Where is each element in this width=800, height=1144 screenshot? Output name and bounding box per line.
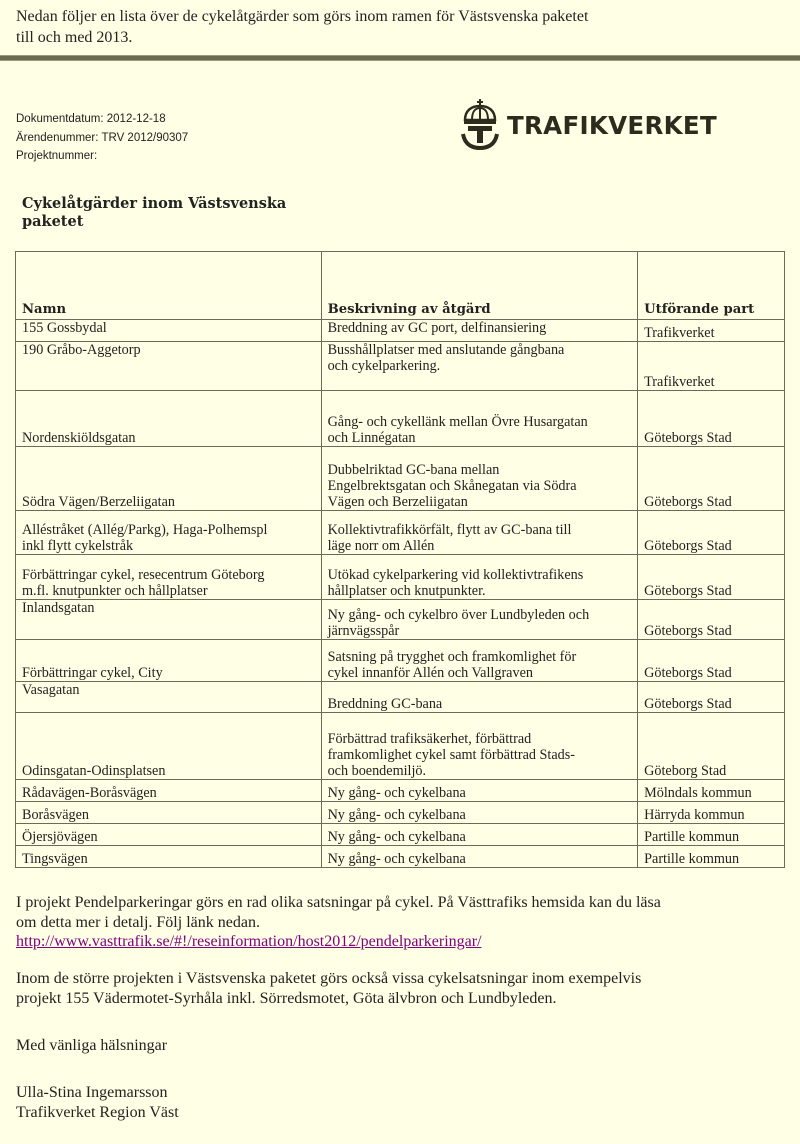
document-meta	[16, 110, 188, 166]
table-row	[16, 713, 785, 780]
column-header-name: Namn	[16, 252, 322, 320]
intro-line-1: Nedan följer en lista över de cykelåtgärder som görs inom ramen för Västsvenska paketet	[16, 8, 589, 25]
cell-description	[321, 391, 638, 447]
cell-name-line: Inlandsgatan	[22, 600, 95, 616]
table-row	[16, 802, 785, 824]
header-divider	[0, 55, 800, 61]
paragraph-line: om detta mer i detalj. Följ länk nedan.	[16, 913, 260, 931]
cell-name-line: inkl flytt cykelstråk	[22, 538, 134, 554]
cell-name	[16, 555, 322, 600]
paragraph-line: Inom de större projekten i Västsvenska paketet görs också vissa cykelsatsningar inom exempelvis	[16, 970, 642, 987]
cell-description	[321, 447, 638, 511]
intro-text	[16, 6, 716, 48]
cell-name-line: Boråsvägen	[22, 807, 89, 823]
table-row	[16, 511, 785, 555]
cell-name	[16, 824, 322, 846]
cell-description	[321, 780, 638, 802]
cell-description-line: Dubbelriktad GC-bana mellan	[327, 462, 500, 478]
table-row	[16, 555, 785, 600]
cell-name-line: m.fl. knutpunkter och hållplatser	[22, 583, 208, 599]
cell-party: Göteborgs Stad	[638, 511, 785, 555]
cell-name-line: Nordenskiöldsgatan	[22, 430, 136, 446]
table-row	[16, 846, 785, 868]
cell-description-line: läge norr om Allén	[327, 538, 435, 554]
cell-name-line: Förbättringar cykel, resecentrum Göteborg	[22, 567, 265, 583]
cell-name-line: Odinsgatan-Odinsplatsen	[22, 763, 166, 779]
table-row	[16, 320, 785, 342]
cell-description-line: Gång- och cykellänk mellan Övre Husargatan	[327, 414, 588, 430]
cell-name-line: Vasagatan	[22, 682, 80, 698]
pendelparkering-paragraph	[16, 893, 786, 952]
projects-paragraph	[16, 969, 786, 1008]
cell-party: Göteborg Stad	[638, 713, 785, 780]
table-row	[16, 824, 785, 846]
column-header-party: Utförande part	[638, 252, 785, 320]
measures-table	[15, 251, 785, 868]
table-row	[16, 600, 785, 640]
paragraph-line: projekt 155 Vädermotet-Syrhåla inkl. Sörredsmotet, Göta älvbron och Lundbyleden.	[16, 989, 557, 1007]
cell-name	[16, 713, 322, 780]
cell-description-line: Busshållplatser med anslutande gångbana	[327, 342, 565, 358]
cell-name	[16, 320, 322, 342]
vasttrafik-link[interactable]: http://www.vasttrafik.se/#!/reseinformation/host2012/pendelparkeringar/	[16, 933, 482, 950]
document-title-line-1: Cykelåtgärder inom Västsvenska	[22, 195, 287, 212]
table-header-row	[16, 252, 785, 320]
cell-description-line: Engelbrektsgatan och Skånegatan via Södra	[327, 478, 577, 494]
cell-description	[321, 511, 638, 555]
cell-name	[16, 391, 322, 447]
case-number: Ärendenummer: TRV 2012/90307	[16, 131, 189, 144]
cell-name	[16, 447, 322, 511]
table-row	[16, 640, 785, 682]
cell-name-line: 155 Gossbydal	[22, 320, 107, 336]
cell-description-line: Ny gång- och cykelbana	[327, 851, 466, 867]
logo-wordmark: TRAFIKVERKET	[507, 110, 717, 140]
cell-name	[16, 780, 322, 802]
cell-description-line: Ny gång- och cykelbana	[327, 785, 466, 801]
cell-description-line: Ny gång- och cykelbro över Lundbyleden och	[327, 607, 590, 623]
cell-party: Göteborgs Stad	[638, 640, 785, 682]
document-title-line-2: paketet	[22, 212, 84, 230]
cell-name	[16, 802, 322, 824]
cell-description-line: Förbättrad trafiksäkerhet, förbättrad	[327, 731, 532, 747]
project-number: Projektnummer:	[16, 150, 98, 162]
cell-name-line: 190 Gråbo-Aggetorp	[22, 342, 141, 358]
cell-description	[321, 824, 638, 846]
cell-name-line: Alléstråket (Allég/Parkg), Haga-Polhemspl	[22, 522, 268, 538]
cell-name-line: Tingsvägen	[22, 851, 88, 867]
paragraph-line: I projekt Pendelparkeringar görs en rad olika satsningar på cykel. På Västtrafiks hemsida kan du läsa	[16, 894, 661, 911]
cell-party: Göteborgs Stad	[638, 682, 785, 713]
table-row	[16, 780, 785, 802]
cell-party: Göteborgs Stad	[638, 555, 785, 600]
cell-description	[321, 682, 638, 713]
document-title	[22, 195, 322, 230]
signature-organization: Trafikverket Region Väst	[16, 1103, 179, 1121]
cell-description-line: hållplatser och knutpunkter.	[327, 583, 486, 599]
cell-description-line: framkomlighet cykel samt förbättrad Stads-	[327, 747, 575, 763]
cell-description-line: Vägen och Berzeliigatan	[327, 494, 468, 510]
cell-party: Härryda kommun	[638, 802, 785, 824]
cell-name	[16, 846, 322, 868]
table-row	[16, 682, 785, 713]
cell-description-line: cykel innanför Allén och Vallgraven	[327, 665, 533, 681]
cell-description	[321, 555, 638, 600]
cell-party: Trafikverket	[638, 342, 785, 391]
cell-description	[321, 320, 638, 342]
cell-name-line: Rådavägen-Boråsvägen	[22, 785, 157, 801]
cell-description-line: Ny gång- och cykelbana	[327, 807, 466, 823]
cell-name	[16, 342, 322, 391]
cell-description-line: Kollektivtrafikkörfält, flytt av GC-bana till	[327, 522, 572, 538]
signature-name: Ulla-Stina Ingemarsson	[16, 1084, 168, 1101]
trafikverket-logo	[460, 96, 720, 152]
cell-description	[321, 600, 638, 640]
cell-description-line: Breddning av GC port, delfinansiering	[327, 320, 547, 336]
table-row	[16, 342, 785, 391]
cell-party: Trafikverket	[638, 320, 785, 342]
cell-name-line: Öjersjövägen	[22, 829, 98, 845]
cell-description-line: och cykelparkering.	[327, 358, 441, 374]
cell-description	[321, 802, 638, 824]
cell-party: Partille kommun	[638, 824, 785, 846]
intro-line-2: till och med 2013.	[16, 29, 133, 46]
cell-party: Mölndals kommun	[638, 780, 785, 802]
cell-party: Göteborgs Stad	[638, 391, 785, 447]
cell-description-line: järnvägsspår	[327, 623, 400, 639]
cell-name	[16, 640, 322, 682]
cell-description-line: och Linnégatan	[327, 430, 416, 446]
cell-name	[16, 682, 322, 713]
cell-description	[321, 713, 638, 780]
column-header-description: Beskrivning av åtgärd	[321, 252, 638, 320]
document-date: Dokumentdatum: 2012-12-18	[16, 113, 166, 125]
cell-description	[321, 342, 638, 391]
cell-description	[321, 640, 638, 682]
table-row	[16, 391, 785, 447]
table-row	[16, 447, 785, 511]
crown-anchor-logo-icon	[460, 98, 500, 150]
cell-name-line: Förbättringar cykel, City	[22, 665, 163, 681]
cell-party: Göteborgs Stad	[638, 447, 785, 511]
cell-party: Partille kommun	[638, 846, 785, 868]
cell-name-line: Södra Vägen/Berzeliigatan	[22, 494, 175, 510]
cell-description-line: Breddning GC-bana	[327, 696, 443, 712]
cell-name	[16, 600, 322, 640]
cell-party: Göteborgs Stad	[638, 600, 785, 640]
cell-name	[16, 511, 322, 555]
cell-description-line: och boendemiljö.	[327, 763, 427, 779]
cell-description-line: Satsning på trygghet och framkomlighet för	[327, 649, 577, 665]
cell-description-line: Utökad cykelparkering vid kollektivtrafikens	[327, 567, 584, 583]
greeting: Med vänliga hälsningar	[16, 1037, 168, 1054]
signature	[16, 1083, 786, 1122]
cell-description-line: Ny gång- och cykelbana	[327, 829, 466, 845]
cell-description	[321, 846, 638, 868]
